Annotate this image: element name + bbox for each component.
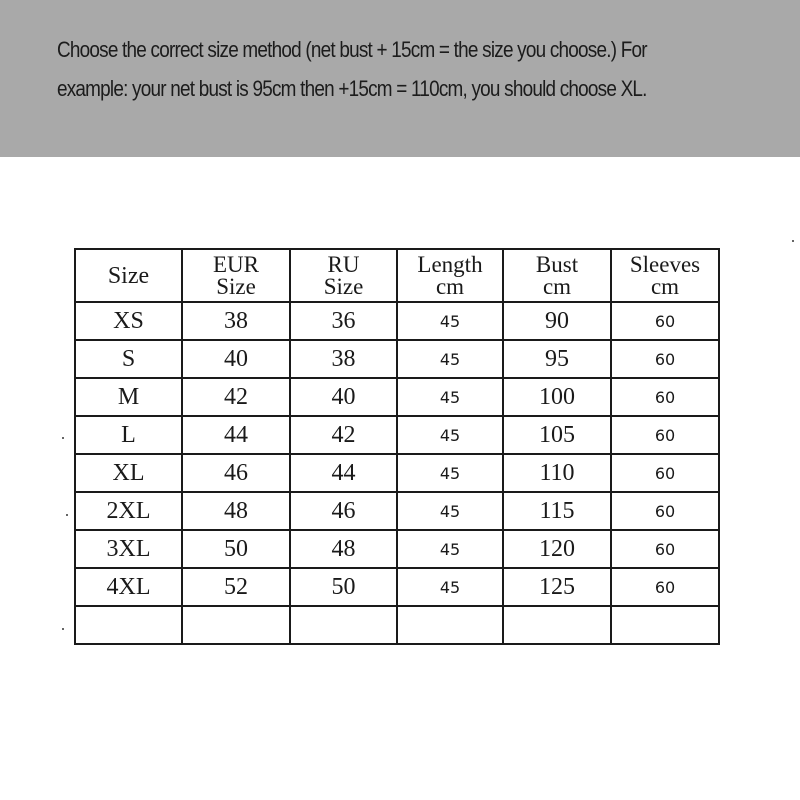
cell-empty xyxy=(397,606,503,644)
table-row xyxy=(75,302,719,340)
cell-ru: 46 xyxy=(290,492,397,530)
stray-mark xyxy=(66,514,68,516)
header-bust xyxy=(503,249,611,302)
cell-eur: 38 xyxy=(182,302,290,340)
cell-eur: 44 xyxy=(182,416,290,454)
header-ru-size xyxy=(290,249,397,302)
cell-eur: 40 xyxy=(182,340,290,378)
cell-eur: 48 xyxy=(182,492,290,530)
cell-ru: 50 xyxy=(290,568,397,606)
cell-length: 45 xyxy=(397,568,503,606)
cell-sleeves: 60 xyxy=(611,454,719,492)
table-row xyxy=(75,378,719,416)
table-row-empty xyxy=(75,606,719,644)
header-eur-line2: Size xyxy=(216,273,256,299)
cell-empty xyxy=(182,606,290,644)
table-row xyxy=(75,340,719,378)
header-sleeves-line1: Sleeves xyxy=(629,251,701,277)
table-row xyxy=(75,568,719,606)
header-sleeves-line2: cm xyxy=(650,273,680,299)
header-bust-line2: cm xyxy=(542,273,572,299)
cell-length: 45 xyxy=(397,340,503,378)
header-eur-size xyxy=(182,249,290,302)
cell-length: 45 xyxy=(397,416,503,454)
cell-sleeves: 60 xyxy=(611,492,719,530)
size-chart-table xyxy=(74,248,720,645)
cell-size: 2XL xyxy=(75,492,182,530)
cell-empty xyxy=(75,606,182,644)
header-eur-line1: EUR xyxy=(213,251,259,277)
cell-ru: 40 xyxy=(290,378,397,416)
cell-ru: 42 xyxy=(290,416,397,454)
cell-size: L xyxy=(75,416,182,454)
cell-eur: 52 xyxy=(182,568,290,606)
table-row xyxy=(75,454,719,492)
cell-sleeves: 60 xyxy=(611,530,719,568)
header-ru-line2: Size xyxy=(323,273,364,299)
header-ru-line1: RU xyxy=(327,251,360,277)
cell-size: 3XL xyxy=(75,530,182,568)
cell-sleeves: 60 xyxy=(611,340,719,378)
cell-size: XS xyxy=(75,302,182,340)
cell-bust: 90 xyxy=(503,302,611,340)
cell-bust: 125 xyxy=(503,568,611,606)
cell-sleeves: 60 xyxy=(611,302,719,340)
cell-ru: 44 xyxy=(290,454,397,492)
cell-length: 45 xyxy=(397,492,503,530)
cell-sleeves: 60 xyxy=(611,416,719,454)
stray-mark xyxy=(792,240,794,242)
cell-size: S xyxy=(75,340,182,378)
table-row xyxy=(75,416,719,454)
instruction-banner xyxy=(0,0,800,157)
header-length-line1: Length xyxy=(417,251,483,277)
cell-length: 45 xyxy=(397,454,503,492)
cell-size: M xyxy=(75,378,182,416)
cell-eur: 46 xyxy=(182,454,290,492)
table-row xyxy=(75,530,719,568)
cell-empty xyxy=(503,606,611,644)
cell-bust: 120 xyxy=(503,530,611,568)
cell-empty xyxy=(611,606,719,644)
cell-size: XL xyxy=(75,454,182,492)
table-row xyxy=(75,492,719,530)
cell-length: 45 xyxy=(397,302,503,340)
cell-bust: 105 xyxy=(503,416,611,454)
cell-eur: 50 xyxy=(182,530,290,568)
cell-sleeves: 60 xyxy=(611,568,719,606)
table-header-row xyxy=(75,249,719,302)
header-size xyxy=(75,249,182,302)
cell-bust: 115 xyxy=(503,492,611,530)
cell-ru: 36 xyxy=(290,302,397,340)
stray-mark xyxy=(62,628,64,630)
cell-sleeves: 60 xyxy=(611,378,719,416)
cell-ru: 48 xyxy=(290,530,397,568)
header-length-line2: cm xyxy=(435,273,465,299)
cell-empty xyxy=(290,606,397,644)
cell-length: 45 xyxy=(397,378,503,416)
cell-ru: 38 xyxy=(290,340,397,378)
cell-size: 4XL xyxy=(75,568,182,606)
header-length xyxy=(397,249,503,302)
cell-bust: 100 xyxy=(503,378,611,416)
cell-bust: 95 xyxy=(503,340,611,378)
header-bust-line1: Bust xyxy=(535,251,579,277)
header-sleeves xyxy=(611,249,719,302)
cell-eur: 42 xyxy=(182,378,290,416)
size-instruction-text: Choose the correct size method (net bust + 15cm = the size you choose.) For example: your net bust is 95cm then +15cm = 110cm, you should choose XL. xyxy=(57,37,647,101)
cell-bust: 110 xyxy=(503,454,611,492)
header-size-label: Size xyxy=(107,262,150,289)
cell-length: 45 xyxy=(397,530,503,568)
stray-mark xyxy=(62,437,64,439)
